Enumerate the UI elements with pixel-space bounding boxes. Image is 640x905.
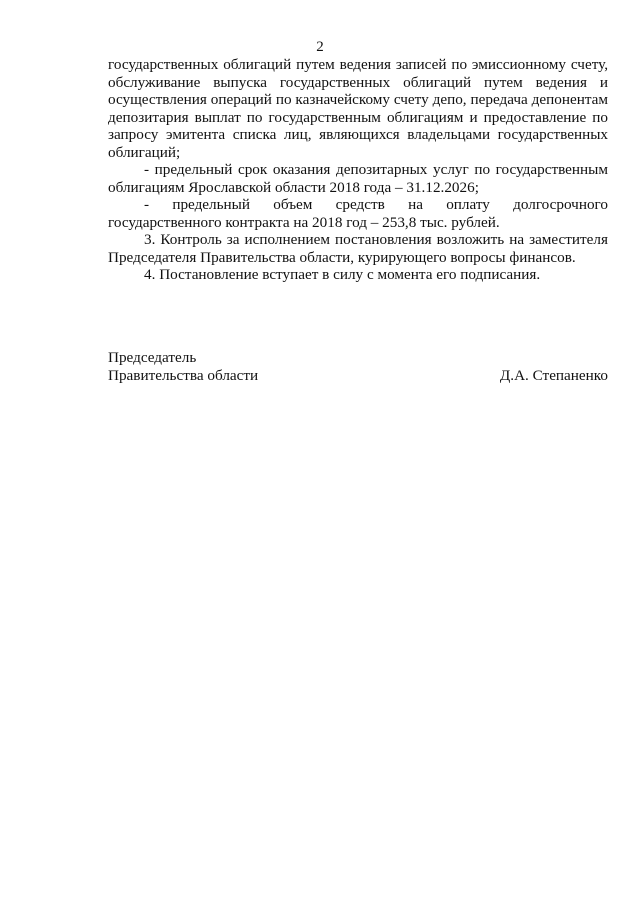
document-body <box>108 56 608 284</box>
signer-position-line2: Правительства области <box>108 367 259 384</box>
paragraph-deadline: - предельный срок оказания депозитарных услуг по государственным облигациям Ярославской области 2018 года – 31.12.2026; <box>108 161 608 196</box>
paragraph-funding-limit: - предельный объем средств на оплату долгосрочного государственного контракта на 2018 год – 253,8 тыс. рублей. <box>108 196 608 231</box>
page-number: 2 <box>316 39 324 55</box>
signature-line <box>108 367 608 385</box>
signature-block <box>108 349 608 385</box>
paragraph-control: 3. Контроль за исполнением постановления возложить на заместителя Председателя Правительства области, курирующего вопросы финансов. <box>108 231 608 266</box>
signer-position-line1: Председатель <box>108 349 197 366</box>
paragraph-continuation: государственных облигаций путем ведения записей по эмиссионному счету, обслуживание выпуска государственных облигаций путем ведения и осуществления операций по казначейскому счету депо, передача депонентам депозитария выплат по государственным облигациям и предоставление по запросу эмитента списка лиц, являющихся владельцами государственных облигаций; <box>108 56 608 161</box>
paragraph-effective-date: 4. Постановление вступает в силу с момента его подписания. <box>144 266 541 283</box>
signer-name: Д.А. Степаненко <box>499 367 608 384</box>
